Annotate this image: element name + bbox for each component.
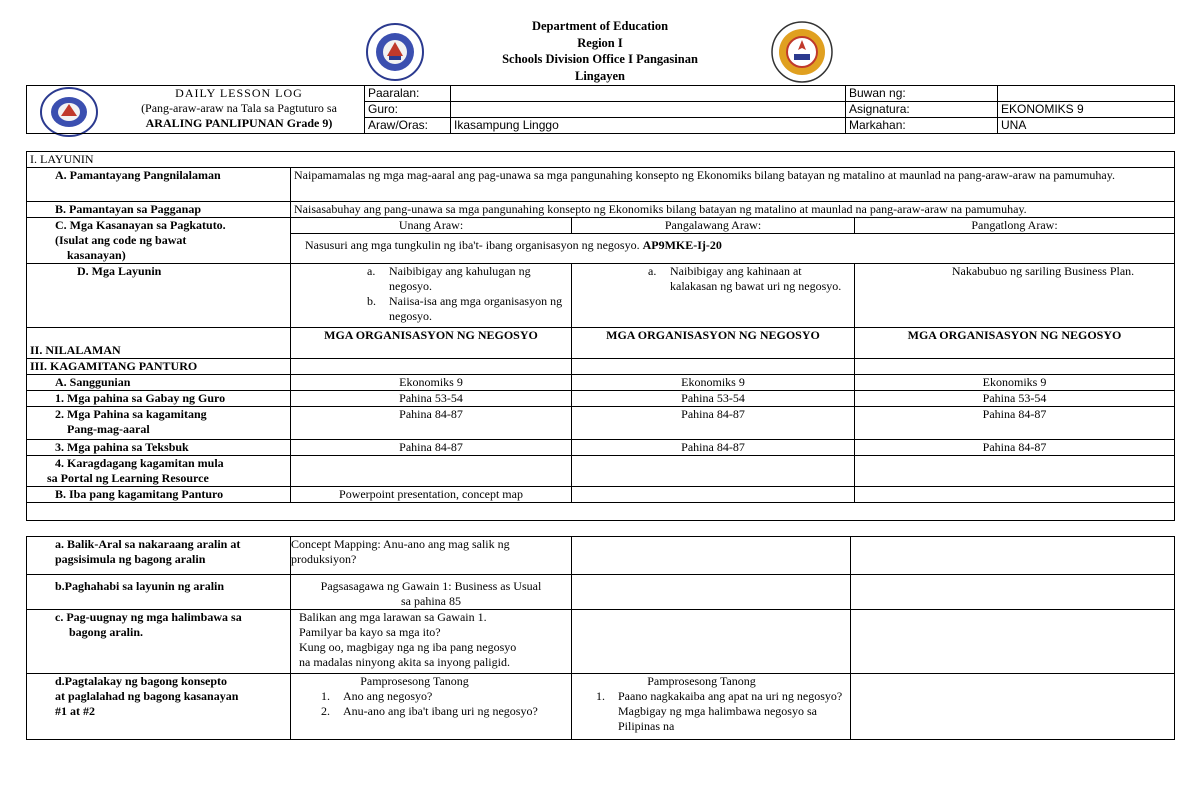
pamantayan-pagganap-value: Naisasabuhay ang pang-unawa sa mga pangunahing konsepto ng Ekonomiks bilang batayan ng matalino at maunlad na pang-araw-araw na pamumuhay. (291, 202, 1175, 218)
pagtalakay-day2-title: Pamprosesong Tanong (647, 674, 756, 688)
kasanayan-sub1: (Isulat ang code ng bawat (55, 233, 187, 247)
layunin-day2-item-text: Naibibigay ang kahinaan at kalakasan ng bawat uri ng negosyo. (670, 264, 842, 293)
pag-uugnay-line2: Pamilyar ba kayo sa mga ito? (299, 625, 441, 639)
layunin-day1-item-number: b. (367, 294, 376, 308)
layunin-day1-cell (291, 264, 572, 328)
mga-layunin-label: D. Mga Layunin (27, 264, 291, 328)
pagtalakay-day1-list (321, 689, 568, 719)
pagtalakay-day1-item-number: 2. (321, 704, 330, 718)
layunin-day2-cell (572, 264, 855, 328)
kasanayan-code: AP9MKE-Ij-20 (642, 238, 722, 252)
header-line-1: Department of Education (531, 19, 669, 33)
procedure-table (26, 536, 1175, 740)
pag-uugnay-line4: na madalas ninyong akita sa inyong paligid. (299, 655, 510, 669)
kagamitang-mag-aaral-day1: Pahina 84-87 (291, 407, 572, 440)
markahan-value: UNA (998, 118, 1175, 134)
layunin-day3: Nakabubuo ng sariling Business Plan. (855, 264, 1175, 328)
pag-uugnay-line3: Kung oo, magbigay nga ng iba pang negosyo (299, 640, 517, 654)
balik-aral-day1: Concept Mapping: Anu-ano ang mag salik ng produksiyon? (291, 537, 572, 575)
pagtalakay-day1-title: Pamprosesong Tanong (360, 674, 469, 688)
document-header (420, 18, 780, 84)
paaralan-label: Paaralan: (365, 86, 451, 102)
pag-uugnay-label-cell (27, 610, 291, 674)
sanggunian-day3: Ekonomiks 9 (855, 375, 1175, 391)
gabay-guro-day1: Pahina 53-54 (291, 391, 572, 407)
pag-uugnay-line1: Balikan ang mga larawan sa Gawain 1. (299, 610, 487, 624)
gabay-guro-label: 1. Mga pahina sa Gabay ng Guro (27, 391, 291, 407)
gabay-guro-day3: Pahina 53-54 (855, 391, 1175, 407)
pagtalakay-label-cell (27, 674, 291, 740)
araw-value: Ikasampung Linggo (451, 118, 846, 134)
pagtalakay-day1-item (321, 689, 568, 704)
pagtalakay-day1-cell (291, 674, 572, 740)
pagtalakay-day2-item-text: Paano nagkakaiba ang apat na uri ng negosyo? Magbigay ng mga halimbawa negosyo sa Pilipinas na (618, 689, 843, 733)
deped-seal-icon (365, 22, 425, 82)
layunin-day2-list (648, 264, 851, 294)
sanggunian-day1: Ekonomiks 9 (291, 375, 572, 391)
pagtalakay-day1-item-number: 1. (321, 689, 330, 703)
markahan-label: Markahan: (846, 118, 998, 134)
day3-heading: Pangatlong Araw: (855, 218, 1175, 234)
pagtalakay-day2-item-number: 1. (596, 689, 605, 703)
teksbuk-label: 3. Mga pahina sa Teksbuk (27, 440, 291, 456)
paghahabi-day1-line1: Pagsasagawa ng Gawain 1: Business as Usual (320, 579, 542, 593)
paghahabi-day1-cell (291, 575, 572, 610)
nilalaman-heading: II. NILALAMAN (27, 328, 291, 359)
log-info-table (26, 85, 1175, 134)
paghahabi-day1-line2: sa pahina 85 (401, 594, 461, 608)
layunin-day1-item-number: a. (367, 264, 376, 278)
kasanayan-value: Nasusuri ang mga tungkulin ng iba't- ibang organisasyon ng negosyo. (305, 238, 640, 252)
gabay-guro-day2: Pahina 53-54 (572, 391, 855, 407)
lesson-table (26, 151, 1175, 521)
asignatura-label: Asignatura: (846, 102, 998, 118)
pagtalakay-day1-item-text: Ano ang negosyo? (343, 689, 433, 703)
day2-heading: Pangalawang Araw: (572, 218, 855, 234)
iba-pang-kagamitan-label: B. Iba pang kagamitang Panturo (27, 487, 291, 503)
pagtalakay-day2-cell (572, 674, 851, 740)
log-subject-grade: ARALING PANLIPUNAN Grade 9) (145, 116, 333, 130)
pagtalakay-day1-item (321, 704, 568, 719)
layunin-day1-item-text: Naibibigay ang kahulugan ng negosyo. (389, 264, 531, 293)
header-line-3: Schools Division Office I Pangasinan (502, 52, 698, 66)
kagamitang-mag-aaral-day3: Pahina 84-87 (855, 407, 1175, 440)
pamantayang-pangnilalaman-label: A. Pamantayang Pangnilalaman (27, 168, 291, 202)
nilalaman-day1: MGA ORGANISASYON NG NEGOSYO (291, 328, 572, 359)
layunin-day1-item (367, 264, 568, 294)
layunin-day2-item-number: a. (648, 264, 657, 278)
header-line-2: Region I (577, 35, 623, 50)
kagamitan-heading: III. KAGAMITANG PANTURO (27, 359, 291, 375)
asignatura-value: EKONOMIKS 9 (998, 102, 1175, 118)
karagdagang-kagamitan-label1: 4. Karagdagang kagamitan mula (55, 456, 224, 470)
pag-uugnay-day1-cell (291, 610, 572, 674)
sanggunian-day2: Ekonomiks 9 (572, 375, 855, 391)
nilalaman-day3: MGA ORGANISASYON NG NEGOSYO (855, 328, 1175, 359)
paghahabi-label: b.Paghahabi sa layunin ng aralin (27, 575, 291, 610)
balik-aral-label2: pagsisimula ng bagong aralin (55, 552, 206, 566)
day1-heading: Unang Araw: (291, 218, 572, 234)
teksbuk-day2: Pahina 84-87 (572, 440, 855, 456)
balik-aral-label-cell (27, 537, 291, 575)
pagtalakay-day1-item-text: Anu-ano ang iba't ibang uri ng negosyo? (343, 704, 538, 718)
kagamitang-mag-aaral-label-cell (27, 407, 291, 440)
buwan-label: Buwan ng: (846, 86, 998, 102)
header-line-4: Lingayen (574, 68, 625, 83)
karagdagang-kagamitan-label-cell (27, 456, 291, 487)
pag-uugnay-label1: c. Pag-uugnay ng mga halimbawa sa (55, 610, 242, 624)
pag-uugnay-label2: bagong aralin. (69, 625, 144, 639)
kagamitang-mag-aaral-label2: Pang-mag-aaral (67, 422, 150, 436)
kasanayan-label: C. Mga Kasanayan sa Pagkatuto. (55, 218, 226, 232)
guro-label: Guro: (365, 102, 451, 118)
log-title: DAILY LESSON LOG (175, 86, 303, 100)
pagtalakay-label2: at paglalahad ng bagong kasanayan (55, 689, 239, 703)
nilalaman-day2: MGA ORGANISASYON NG NEGOSYO (572, 328, 855, 359)
iba-pang-kagamitan-day1: Powerpoint presentation, concept map (291, 487, 572, 503)
teksbuk-day1: Pahina 84-87 (291, 440, 572, 456)
layunin-day1-list (367, 264, 568, 324)
pagtalakay-day2-item (596, 689, 847, 734)
division-seal-icon (770, 20, 834, 84)
buwan-value (998, 86, 1175, 102)
pamantayang-pangnilalaman-value: Naipamamalas ng mga mag-aaral ang pag-unawa sa mga pangunahing konsepto ng Ekonomiks bilang batayan ng matalino at maunlad na pang-araw-araw na pamumuhay. (291, 168, 1175, 202)
paaralan-value (451, 86, 846, 102)
balik-aral-label1: a. Balik-Aral sa nakaraang aralin at (55, 537, 241, 551)
kasanayan-value-cell (291, 234, 1175, 264)
layunin-day2-item (648, 264, 851, 294)
pamantayan-pagganap-label: B. Pamantayan sa Pagganap (27, 202, 291, 218)
karagdagang-kagamitan-label2: sa Portal ng Learning Resource (47, 471, 209, 485)
sanggunian-label: A. Sanggunian (27, 375, 291, 391)
log-title-cell (27, 86, 365, 134)
kagamitang-mag-aaral-day2: Pahina 84-87 (572, 407, 855, 440)
guro-value (451, 102, 846, 118)
pagtalakay-label3: #1 at #2 (55, 704, 95, 718)
kasanayan-label-cell (27, 218, 291, 264)
layunin-day1-item-text: Naiisa-isa ang mga organisasyon ng negosyo. (389, 294, 563, 323)
teksbuk-day3: Pahina 84-87 (855, 440, 1175, 456)
pagtalakay-day2-list (596, 689, 847, 734)
araw-label: Araw/Oras: (365, 118, 451, 134)
log-subtitle: (Pang-araw-araw na Tala sa Pagtuturo sa (141, 101, 337, 115)
layunin-day1-item (367, 294, 568, 324)
pagtalakay-label1: d.Pagtalakay ng bagong konsepto (55, 674, 228, 688)
layunin-heading: I. LAYUNIN (27, 152, 1175, 168)
kagamitang-mag-aaral-label1: 2. Mga Pahina sa kagamitang (55, 407, 207, 421)
kasanayan-sub2: kasanayan) (67, 248, 126, 262)
